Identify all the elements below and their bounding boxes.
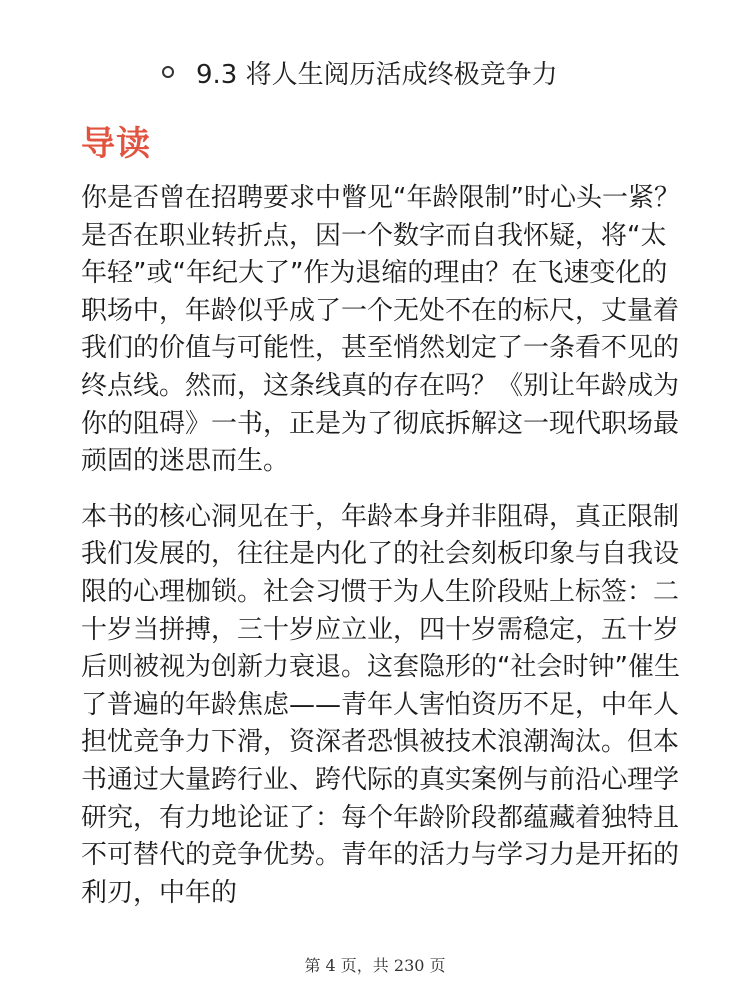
body-text [81,180,681,912]
hollow-circle-bullet-icon [162,66,174,78]
section-title: 导读 [81,124,151,164]
toc-entry-label: 9.3 将人生阅历活成终极竞争力 [196,59,558,90]
paragraph-2: 本书的核心洞见在于，年龄本身并非阻碍，真正限制我们发展的，往往是内化了的社会刻板印象与自我设限的心理枷锁。社会习惯于为人生阶段贴上标签：二十岁当拼搏，三十岁应立业，四十岁需稳定，五十岁后则被视为创新力衰退。这套隐形的“社会时钟”催生了普遍的年龄焦虑——青年人害怕资历不足，中年人担忧竞争力下滑，资深者恐惧被技术浪潮淘汰。但本书通过大量跨行业、跨代际的真实案例与前沿心理学研究，有力地论证了：每个年龄阶段都蕴藏着独特且不可替代的竞争优势。青年的活力与学习力是开拓的利刃，中年的 [81,501,680,908]
page-footer: 第 4 页，共 230 页 [304,956,446,975]
toc-entry[interactable] [162,52,558,92]
paragraph-1: 你是否曾在招聘要求中瞥见“年龄限制”时心头一紧？是否在职业转折点，因一个数字而自我怀疑，将“太年轻”或“年纪大了”作为退缩的理由？在飞速变化的职场中，年龄似乎成了一个无处不在的标尺，丈量着我们的价值与可能性，甚至悄然划定了一条看不见的终点线。然而，这条线真的存在吗？《别让年龄成为你的阻碍》一书，正是为了彻底拆解这一现代职场最顽固的迷思而生。 [81,183,680,477]
